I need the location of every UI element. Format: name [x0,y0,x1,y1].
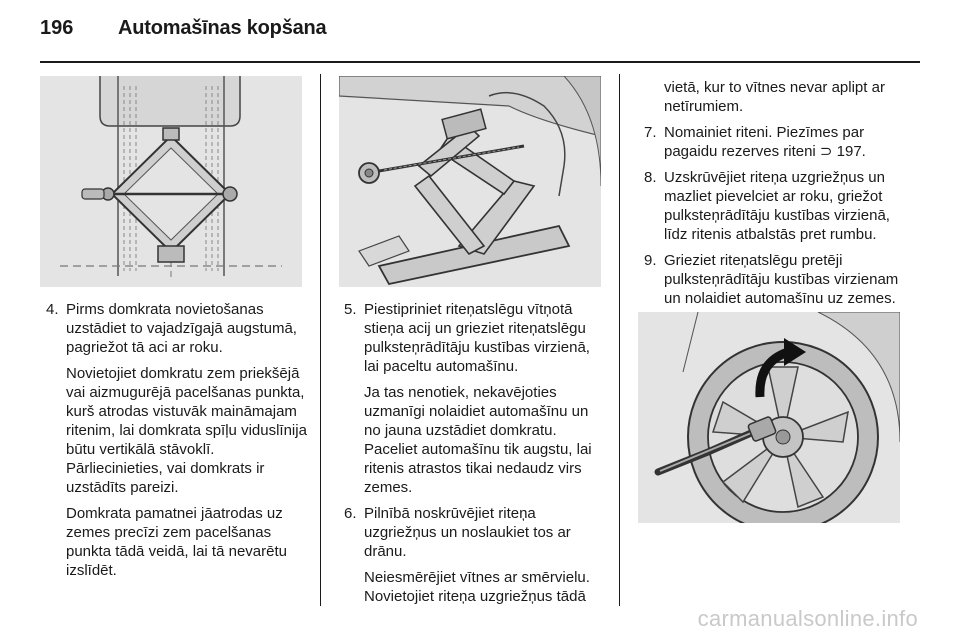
page-number: 196 [40,17,74,39]
page-header [40,17,327,47]
jack-top-view-illustration [40,76,302,287]
step-paragraph: Pilnībā noskrūvējiet riteņa uzgriežņus un noslaukiet tos ar drānu. [364,505,571,560]
watermark-text: carmanualsonline.info [697,606,918,631]
step-9 [644,251,906,308]
step-body: Grieziet riteņatslēgu pretēji pulksteņrādītāju kustības virzienam un nolaidiet automašīnu uz zemes. [664,252,899,307]
step-paragraph: Ja tas nenotiek, nekavējoties uzmanīgi nolaidiet automašīnu un no jauna uzstādiet domkratu. Paceliet automašīnu tik augstu, lai ritenis atrastos tikai nedaudz virs zemes. [364,384,592,496]
step-paragraph: Novietojiet domkratu zem priekšējā vai aizmugurējā pacelšanas punkta, kurš atrodas vistuvāk maināmajam ritenim, lai domkrata spīļu viduslīnija būtu vertikālā stāvoklī. Pārliecinieties, vai domkrats ir uzstādīts pareizi. [66,365,307,496]
step-6-continuation [644,78,906,116]
header-rule [40,61,920,63]
text-column-1 [46,300,308,587]
jack-top-view-figure [40,76,302,287]
step-6 [344,504,606,606]
jack-side-view-illustration [339,76,601,287]
step-7 [644,123,906,161]
column-divider-1 [320,74,321,606]
text-column-3 [644,78,906,315]
column-divider-2 [619,74,620,606]
jack-side-view-figure [339,76,601,287]
step-number: 8. [644,169,657,186]
step-4 [46,300,308,580]
step-paragraph: Piestipriniet riteņatslēgu vītņotā stieņa acij un grieziet riteņatslēgu pulksteņrādītāju kustības virzienā, lai paceltu automašīnu. [364,301,590,375]
step-number: 7. [644,124,657,141]
step-body [364,504,606,606]
step-number: 6. [344,505,357,522]
step-number: 4. [46,301,59,318]
wheel-wrench-figure [638,312,900,523]
page-title: Automašīnas kopšana [118,17,327,39]
step-5 [344,300,606,497]
wheel-wrench-illustration [638,312,900,523]
text-column-2 [344,300,606,613]
step-8 [644,168,906,244]
step-paragraph: Neiesmērējiet vītnes ar smērvielu. Novietojiet riteņa uzgriežņus tādā [364,569,590,605]
step-paragraph: Domkrata pamatnei jāatrodas uz zemes precīzi zem pacelšanas punkta tādā veidā, lai tā nevarētu izslīdēt. [66,505,287,579]
step-number: 5. [344,301,357,318]
continuation-text: vietā, kur to vītnes nevar aplipt ar netīrumiem. [664,79,885,115]
step-body: Uzskrūvējiet riteņa uzgriežņus un mazliet pievelciet ar roku, griežot pulksteņrādītāju kustības virzienā, līdz ritenis atbalstās pret rumbu. [664,169,890,243]
step-body: Nomainiet riteni. Piezīmes par pagaidu rezerves riteni ⊃ 197. [664,124,866,160]
step-number: 9. [644,252,657,269]
step-paragraph: Pirms domkrata novietošanas uzstādiet to vajadzīgajā augstumā, pagriežot tā aci ar roku. [66,301,297,356]
step-body [66,300,308,580]
step-body [364,300,606,497]
